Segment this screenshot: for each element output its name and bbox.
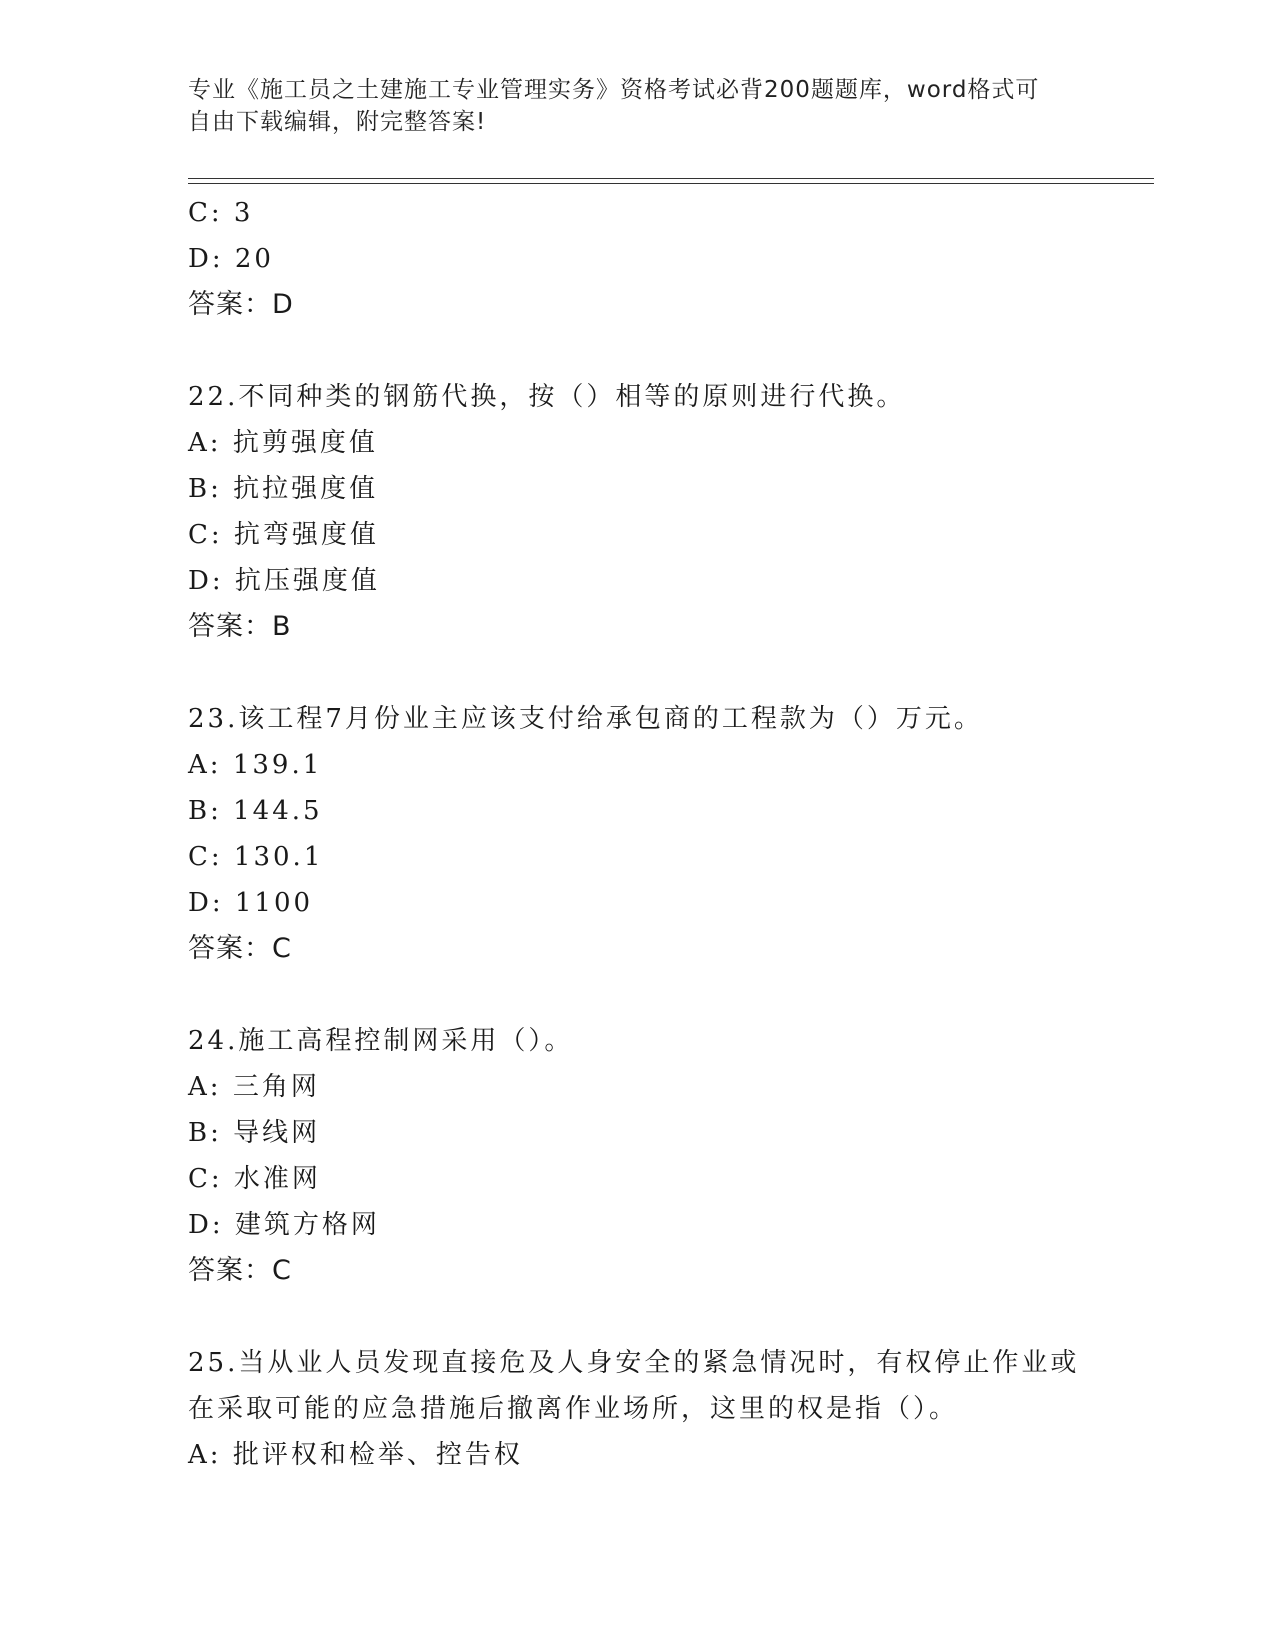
option-label: C: <box>188 1164 223 1194</box>
option-d <box>188 1202 1154 1248</box>
answer-line: 答案：C <box>188 933 292 964</box>
question-text <box>188 1018 1154 1064</box>
answer-line: 答案：B <box>188 611 292 642</box>
question-number: 22. <box>188 382 239 412</box>
option-a <box>188 420 1154 466</box>
answer-line: 答案：C <box>188 1255 292 1286</box>
question-block-25 <box>188 1340 1154 1478</box>
option-label: D: <box>188 566 224 596</box>
question-text-line-2 <box>188 1386 1154 1432</box>
spacer <box>188 328 1154 374</box>
question-text <box>188 374 1154 420</box>
option-text: 抗压强度值 <box>234 566 380 596</box>
option-text: 批评权和检举、控告权 <box>232 1440 523 1470</box>
question-number: 25. <box>188 1348 239 1378</box>
option-label: A: <box>188 1072 222 1102</box>
option-label: C: <box>188 842 223 872</box>
option-text: 建筑方格网 <box>234 1210 380 1240</box>
option-label: B: <box>188 474 222 504</box>
option-d <box>188 558 1154 604</box>
option-text: 3 <box>233 198 254 228</box>
question-list <box>188 190 1154 1478</box>
header-divider-top <box>188 178 1154 179</box>
question-block-24 <box>188 1018 1154 1340</box>
option-c <box>188 190 1154 236</box>
document-header <box>188 74 1088 138</box>
answer-line: 答案：D <box>188 289 294 320</box>
option-label: A: <box>188 428 222 458</box>
option-label: A: <box>188 1440 222 1470</box>
question-stem: 当从业人员发现直接危及人身安全的紧急情况时，有权停止作业或 <box>238 1348 1080 1378</box>
option-c <box>188 512 1154 558</box>
option-text: 139.1 <box>232 750 323 780</box>
question-text <box>188 696 1154 742</box>
spacer <box>188 1294 1154 1340</box>
option-label: D: <box>188 244 224 274</box>
header-line-1: 专业《施工员之土建施工专业管理实务》资格考试必背200题题库，word格式可 <box>188 77 1040 103</box>
question-block-23 <box>188 696 1154 1018</box>
option-text: 144.5 <box>233 796 323 826</box>
header-divider-bottom <box>188 183 1154 184</box>
option-text: 三角网 <box>232 1072 320 1102</box>
question-stem-continued: 在采取可能的应急措施后撤离作业场所，这里的权是指（）。 <box>188 1394 959 1424</box>
option-label: B: <box>188 1118 222 1148</box>
option-a <box>188 1432 1154 1478</box>
option-a <box>188 1064 1154 1110</box>
spacer <box>188 972 1154 1018</box>
option-text: 水准网 <box>233 1164 321 1194</box>
option-b <box>188 466 1154 512</box>
question-text-line-1 <box>188 1340 1154 1386</box>
option-label: D: <box>188 1210 224 1240</box>
option-c <box>188 1156 1154 1202</box>
option-a <box>188 742 1154 788</box>
option-text: 1100 <box>234 888 314 918</box>
option-d <box>188 236 1154 282</box>
option-label: B: <box>188 796 222 826</box>
option-text: 抗拉强度值 <box>233 474 379 504</box>
question-stem: 不同种类的钢筋代换，按（）相等的原则进行代换。 <box>238 382 906 412</box>
option-text: 导线网 <box>233 1118 321 1148</box>
question-stem: 施工高程控制网采用（）。 <box>238 1026 574 1056</box>
option-label: A: <box>188 750 222 780</box>
option-d <box>188 880 1154 926</box>
question-block-21 <box>188 190 1154 374</box>
option-text: 抗剪强度值 <box>232 428 378 458</box>
question-number: 24. <box>188 1026 239 1056</box>
question-stem: 该工程7月份业主应该支付给承包商的工程款为（）万元。 <box>238 704 983 734</box>
option-text: 130.1 <box>233 842 324 872</box>
option-c <box>188 834 1154 880</box>
header-line-2: 自由下载编辑，附完整答案! <box>188 109 487 135</box>
spacer <box>188 650 1154 696</box>
option-label: C: <box>188 198 223 228</box>
option-text: 抗弯强度值 <box>233 520 379 550</box>
option-b <box>188 1110 1154 1156</box>
option-label: D: <box>188 888 224 918</box>
option-b <box>188 788 1154 834</box>
question-number: 23. <box>188 704 239 734</box>
option-label: C: <box>188 520 223 550</box>
question-block-22 <box>188 374 1154 696</box>
option-text: 20 <box>234 244 274 274</box>
